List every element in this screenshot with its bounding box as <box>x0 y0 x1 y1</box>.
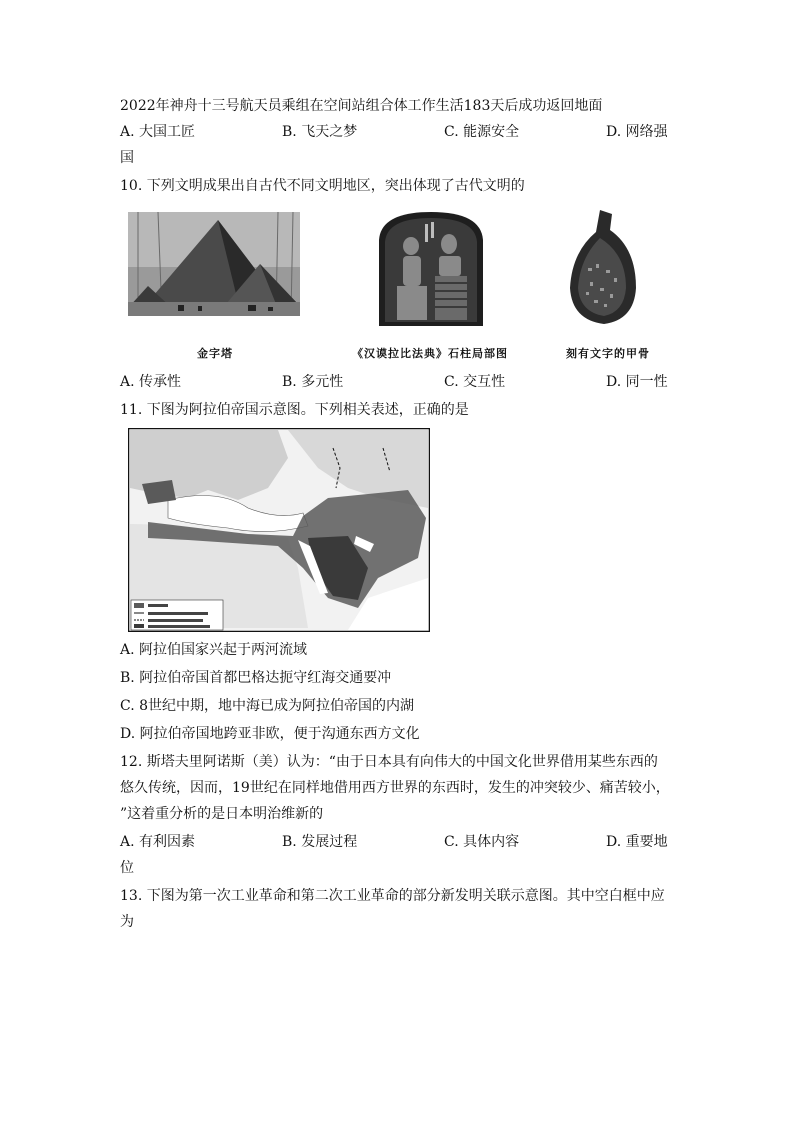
q11-option-a: A. 阿拉伯国家兴起于两河流域 <box>120 642 308 658</box>
q10-option-b: B. 多元性 <box>282 374 344 390</box>
q9-option-a: A. 大国工匠 <box>120 124 196 140</box>
q10-option-c: C. 交互性 <box>444 374 506 390</box>
q9-option-c: C. 能源安全 <box>444 124 520 140</box>
q11-option-c: C. 8世纪中期，地中海已成为阿拉伯帝国的内湖 <box>120 698 415 714</box>
q10-option-a: A. 传承性 <box>120 374 182 390</box>
pyramid-caption: 金字塔 <box>197 347 233 360</box>
pyramid-image <box>128 212 300 316</box>
q11-option-d: D. 阿拉伯帝国地跨亚非欧，便于沟通东西方文化 <box>120 726 420 742</box>
q12-option-c: C. 具体内容 <box>444 834 520 850</box>
q12-stem-line3: ”这着重分析的是日本明治维新的 <box>120 806 324 822</box>
q9-option-b: B. 飞天之梦 <box>282 124 358 140</box>
hammurabi-caption: 《汉谟拉比法典》石柱局部图 <box>352 347 508 360</box>
arab-empire-map <box>128 428 430 632</box>
oracle-bone-image <box>566 208 642 326</box>
q10-stem: 10. 下列文明成果出自古代不同文明地区，突出体现了古代文明的 <box>120 178 525 194</box>
hammurabi-stele-image <box>375 210 487 326</box>
q9-option-wrap: 国 <box>120 150 134 166</box>
q12-option-wrap: 位 <box>120 860 134 876</box>
q12-option-d: D. 重要地 <box>606 834 668 850</box>
q11-option-b: B. 阿拉伯帝国首都巴格达扼守红海交通要冲 <box>120 670 392 686</box>
q13-stem-line1: 13. 下图为第一次工业革命和第二次工业革命的部分新发明关联示意图。其中空白框中应 <box>120 888 665 904</box>
q9-stem: 2022年神舟十三号航天员乘组在空间站组合体工作生活183天后成功返回地面 <box>120 98 603 114</box>
oracle-bone-caption: 刻有文字的甲骨 <box>566 347 650 360</box>
q12-stem-line1: 12. 斯塔夫里阿诺斯（美）认为：“由于日本具有向伟大的中国文化世界借用某些东西的 <box>120 754 658 770</box>
q12-option-a: A. 有利因素 <box>120 834 196 850</box>
q13-stem-line2: 为 <box>120 914 134 930</box>
q9-option-d: D. 网络强 <box>606 124 668 140</box>
q10-option-d: D. 同一性 <box>606 374 668 390</box>
q12-stem-line2: 悠久传统，因而，19世纪在同样地借用西方世界的东西时，发生的冲突较少、痛苦较小， <box>120 780 670 796</box>
q12-option-b: B. 发展过程 <box>282 834 358 850</box>
q11-stem: 11. 下图为阿拉伯帝国示意图。下列相关表述，正确的是 <box>120 402 469 418</box>
